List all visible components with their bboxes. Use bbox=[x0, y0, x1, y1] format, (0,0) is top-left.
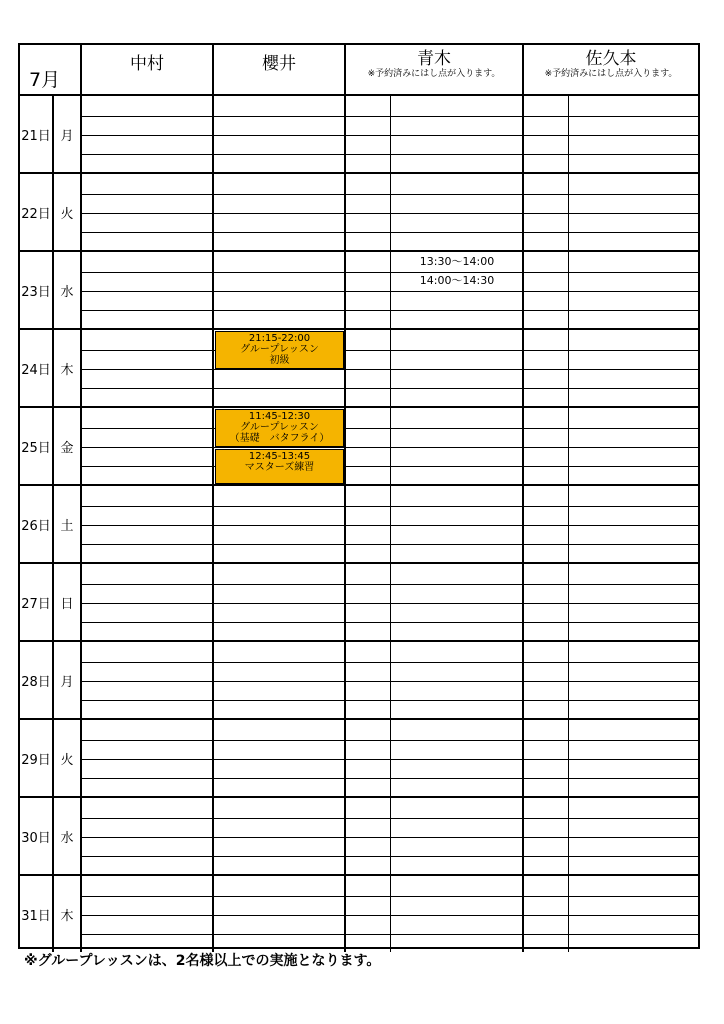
slot-divider bbox=[82, 388, 212, 389]
col-sakumoto bbox=[524, 564, 698, 640]
lesson-line: マスターズ練習 bbox=[244, 462, 315, 473]
slot-divider bbox=[214, 447, 344, 448]
col-nakamura bbox=[82, 798, 214, 874]
day-date: 21日 bbox=[20, 96, 54, 172]
day-weekday: 金 bbox=[54, 408, 82, 484]
slot-divider bbox=[82, 837, 212, 838]
day-date: 23日 bbox=[20, 252, 54, 328]
check-column bbox=[524, 564, 569, 640]
col-aoki bbox=[346, 720, 524, 796]
col-aoki bbox=[346, 486, 524, 562]
slot-divider bbox=[214, 778, 344, 779]
col-nakamura bbox=[82, 642, 214, 718]
col-sakumoto bbox=[524, 486, 698, 562]
slot-divider bbox=[214, 232, 344, 233]
col-nakamura bbox=[82, 96, 214, 172]
day-row bbox=[20, 796, 698, 874]
day-date: 31日 bbox=[20, 876, 54, 952]
slot-divider bbox=[214, 740, 344, 741]
group-lesson-block bbox=[215, 331, 344, 369]
day-row bbox=[20, 562, 698, 640]
col-sakurai bbox=[214, 642, 346, 718]
day-weekday: 火 bbox=[54, 720, 82, 796]
check-column bbox=[524, 876, 569, 952]
lesson-line: 初級 bbox=[269, 355, 290, 366]
lesson-line: 11:45-12:30 bbox=[248, 411, 311, 422]
slot-divider bbox=[82, 934, 212, 935]
slot-divider bbox=[82, 310, 212, 311]
col-sakurai bbox=[214, 798, 346, 874]
month-cell bbox=[20, 45, 82, 94]
day-row bbox=[20, 328, 698, 406]
day-date: 29日 bbox=[20, 720, 54, 796]
slot-divider bbox=[214, 194, 344, 195]
slot-divider bbox=[214, 603, 344, 604]
slot-divider bbox=[214, 272, 344, 273]
slot-divider bbox=[82, 232, 212, 233]
slot-divider bbox=[82, 350, 212, 351]
day-row bbox=[20, 484, 698, 562]
slot-divider bbox=[82, 778, 212, 779]
check-column bbox=[524, 408, 569, 484]
day-date: 30日 bbox=[20, 798, 54, 874]
slot-divider bbox=[82, 818, 212, 819]
slot-divider bbox=[214, 915, 344, 916]
day-row bbox=[20, 406, 698, 484]
header-sakurai bbox=[214, 45, 346, 94]
col-aoki bbox=[346, 330, 524, 406]
col-sakumoto bbox=[524, 720, 698, 796]
slot-divider bbox=[82, 681, 212, 682]
footnote: ※グループレッスンは、2名様以上での実施となります。 bbox=[24, 953, 381, 969]
slot-divider bbox=[82, 447, 212, 448]
col-sakurai bbox=[214, 486, 346, 562]
reservation-note: ※予約済みにはし点が入ります。 bbox=[544, 69, 678, 79]
header-aoki bbox=[346, 45, 524, 94]
col-sakurai bbox=[214, 564, 346, 640]
slot-divider bbox=[82, 135, 212, 136]
col-sakumoto bbox=[524, 798, 698, 874]
slot-divider bbox=[82, 213, 212, 214]
col-sakumoto bbox=[524, 252, 698, 328]
aoki-time-slot: 14:00～14:30 bbox=[419, 274, 495, 287]
slot-divider bbox=[82, 700, 212, 701]
day-row bbox=[20, 718, 698, 796]
slot-divider bbox=[214, 291, 344, 292]
slot-divider bbox=[82, 291, 212, 292]
group-lesson-block bbox=[215, 409, 344, 447]
col-sakurai bbox=[214, 720, 346, 796]
instructor-name: 佐久本 bbox=[585, 49, 637, 69]
check-column bbox=[346, 330, 391, 406]
check-column bbox=[524, 720, 569, 796]
check-column bbox=[524, 642, 569, 718]
slot-divider bbox=[82, 544, 212, 545]
reservation-note: ※予約済みにはし点が入ります。 bbox=[367, 69, 501, 79]
masters-practice-block bbox=[215, 449, 344, 484]
day-weekday: 木 bbox=[54, 330, 82, 406]
slot-divider bbox=[214, 584, 344, 585]
col-sakurai bbox=[214, 252, 346, 328]
col-aoki bbox=[346, 876, 524, 952]
day-date: 28日 bbox=[20, 642, 54, 718]
slot-divider bbox=[214, 525, 344, 526]
slot-divider bbox=[82, 369, 212, 370]
check-column bbox=[346, 642, 391, 718]
slot-divider bbox=[82, 584, 212, 585]
col-aoki bbox=[346, 174, 524, 250]
lesson-line: 21:15-22:00 bbox=[248, 333, 311, 344]
check-column bbox=[346, 408, 391, 484]
slot-divider bbox=[82, 506, 212, 507]
col-aoki bbox=[346, 564, 524, 640]
slot-divider bbox=[214, 388, 344, 389]
lesson-line: グループレッスン bbox=[240, 344, 319, 355]
slot-divider bbox=[214, 759, 344, 760]
month-label: 7月 bbox=[29, 69, 61, 91]
slot-divider bbox=[82, 856, 212, 857]
col-nakamura bbox=[82, 174, 214, 250]
instructor-name: 青木 bbox=[417, 49, 451, 69]
col-nakamura bbox=[82, 330, 214, 406]
check-column bbox=[346, 798, 391, 874]
col-nakamura bbox=[82, 720, 214, 796]
slot-divider bbox=[214, 369, 344, 370]
check-column bbox=[346, 174, 391, 250]
lesson-line: （基礎 バタフライ） bbox=[229, 433, 330, 444]
slot-divider bbox=[82, 896, 212, 897]
col-nakamura bbox=[82, 564, 214, 640]
col-aoki bbox=[346, 96, 524, 172]
slot-divider bbox=[82, 662, 212, 663]
slot-divider bbox=[214, 506, 344, 507]
day-row bbox=[20, 94, 698, 172]
day-row bbox=[20, 172, 698, 250]
slot-divider bbox=[82, 603, 212, 604]
day-weekday: 水 bbox=[54, 798, 82, 874]
check-column bbox=[524, 96, 569, 172]
slot-divider bbox=[214, 622, 344, 623]
day-date: 22日 bbox=[20, 174, 54, 250]
slot-divider bbox=[82, 759, 212, 760]
day-weekday: 月 bbox=[54, 96, 82, 172]
lesson-line: 12:45-13:45 bbox=[248, 451, 311, 462]
col-nakamura bbox=[82, 252, 214, 328]
check-column bbox=[346, 252, 391, 328]
col-nakamura bbox=[82, 408, 214, 484]
col-sakumoto bbox=[524, 330, 698, 406]
col-sakurai bbox=[214, 96, 346, 172]
day-row bbox=[20, 640, 698, 718]
col-aoki bbox=[346, 798, 524, 874]
day-date: 24日 bbox=[20, 330, 54, 406]
day-weekday: 火 bbox=[54, 174, 82, 250]
slot-divider bbox=[214, 154, 344, 155]
slot-divider bbox=[82, 194, 212, 195]
check-column bbox=[524, 486, 569, 562]
check-column bbox=[346, 96, 391, 172]
slot-divider bbox=[82, 428, 212, 429]
col-aoki bbox=[346, 642, 524, 718]
day-weekday: 日 bbox=[54, 564, 82, 640]
check-column bbox=[346, 720, 391, 796]
instructor-name: 中村 bbox=[130, 54, 164, 74]
schedule-sheet bbox=[18, 43, 700, 949]
header-nakamura bbox=[82, 45, 214, 94]
instructor-name: 櫻井 bbox=[262, 54, 296, 74]
day-weekday: 木 bbox=[54, 876, 82, 952]
check-column bbox=[346, 876, 391, 952]
col-nakamura bbox=[82, 486, 214, 562]
col-sakumoto bbox=[524, 174, 698, 250]
day-weekday: 土 bbox=[54, 486, 82, 562]
slot-divider bbox=[214, 116, 344, 117]
col-sakumoto bbox=[524, 96, 698, 172]
slot-divider bbox=[82, 740, 212, 741]
col-sakurai bbox=[214, 174, 346, 250]
slot-divider bbox=[214, 135, 344, 136]
check-column bbox=[346, 486, 391, 562]
slot-divider bbox=[214, 837, 344, 838]
slot-divider bbox=[214, 544, 344, 545]
check-column bbox=[524, 174, 569, 250]
day-row bbox=[20, 874, 698, 952]
day-weekday: 月 bbox=[54, 642, 82, 718]
col-sakumoto bbox=[524, 876, 698, 952]
slot-divider bbox=[214, 662, 344, 663]
slot-divider bbox=[82, 272, 212, 273]
check-column bbox=[524, 330, 569, 406]
aoki-time-slot: 13:30～14:00 bbox=[419, 255, 495, 268]
header-sakumoto bbox=[524, 45, 698, 94]
day-row bbox=[20, 250, 698, 328]
slot-divider bbox=[82, 116, 212, 117]
slot-divider bbox=[214, 681, 344, 682]
slot-divider bbox=[82, 466, 212, 467]
slot-divider bbox=[82, 622, 212, 623]
slot-divider bbox=[214, 700, 344, 701]
check-column bbox=[524, 798, 569, 874]
day-date: 25日 bbox=[20, 408, 54, 484]
day-date: 27日 bbox=[20, 564, 54, 640]
day-date: 26日 bbox=[20, 486, 54, 562]
slot-divider bbox=[214, 310, 344, 311]
slot-divider bbox=[82, 154, 212, 155]
check-column bbox=[524, 252, 569, 328]
check-column bbox=[346, 564, 391, 640]
col-sakurai bbox=[214, 876, 346, 952]
col-sakumoto bbox=[524, 408, 698, 484]
slot-divider bbox=[214, 818, 344, 819]
col-aoki bbox=[346, 408, 524, 484]
slot-divider bbox=[214, 856, 344, 857]
col-sakumoto bbox=[524, 642, 698, 718]
slot-divider bbox=[214, 213, 344, 214]
slot-divider bbox=[214, 896, 344, 897]
slot-divider bbox=[82, 525, 212, 526]
col-nakamura bbox=[82, 876, 214, 952]
slot-divider bbox=[82, 915, 212, 916]
lesson-line: グループレッスン bbox=[240, 422, 319, 433]
day-weekday: 水 bbox=[54, 252, 82, 328]
slot-divider bbox=[214, 934, 344, 935]
